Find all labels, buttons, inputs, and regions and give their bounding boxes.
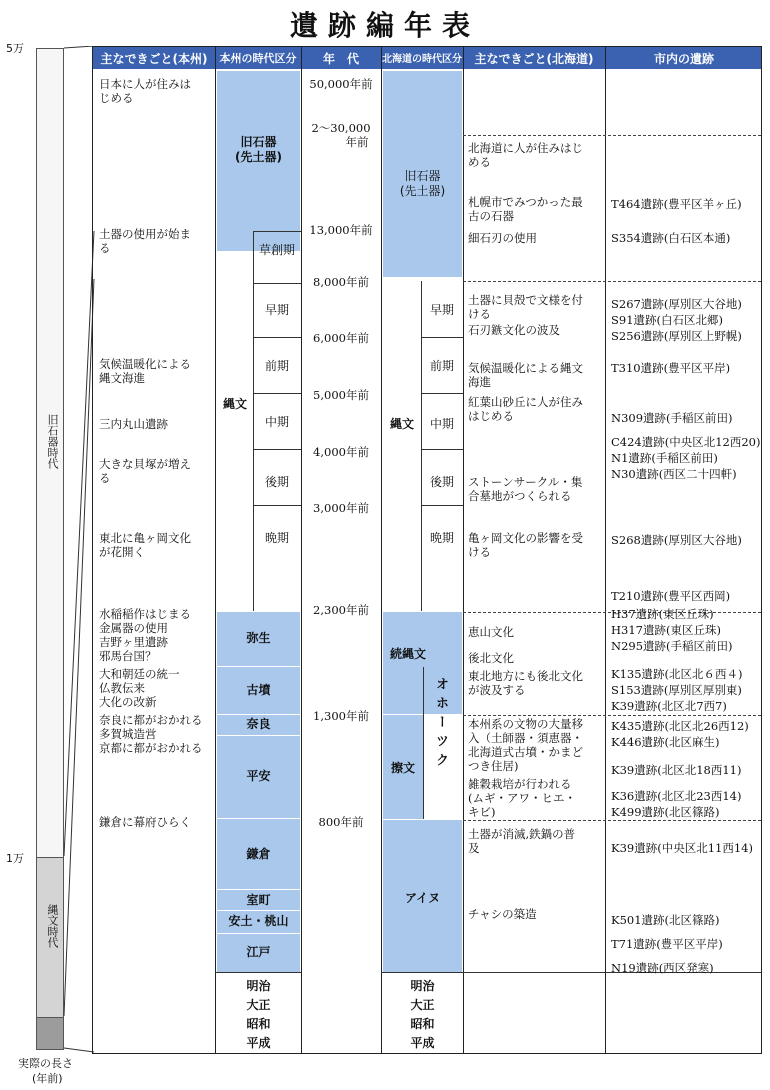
scale-bottom-unit: (年前) [32, 1072, 63, 1085]
header-honshu-events: 主なできごと(本州) [100, 52, 208, 66]
honshu-event: 水稲稲作はじまる 金属器の使用 吉野ヶ里遺跡 邪馬台国？ [99, 607, 191, 663]
chronology-table [92, 46, 762, 1054]
honshu-period-kamakura: 鎌倉 [246, 847, 271, 861]
honshu-line [253, 283, 301, 284]
site-entry: K39遺跡(北区北18西11) [611, 763, 742, 777]
honshu-event: 大和朝廷の統一 仏教伝来 大化の改新 [99, 667, 180, 709]
row-separator [463, 281, 761, 282]
site-entry: N19遺跡(西区発寒) [611, 961, 714, 975]
hokkaido-jomon-subdivider [421, 281, 422, 611]
hokkaido-event: 後北文化 [468, 651, 514, 665]
year-label: 13,000年前 [309, 223, 373, 237]
honshu-event: 三内丸山遺跡 [99, 417, 168, 431]
honshu-period-kofun: 古墳 [246, 683, 271, 697]
hokkaido-event: ストーンサークル・集 合墓地がつくられる [468, 475, 583, 503]
hokkaido-event: 石刃鏃文化の波及 [468, 323, 560, 337]
page-title: 遺跡編年表 [289, 9, 480, 42]
honshu-event: 鎌倉に幕府ひらく [99, 815, 191, 829]
site-entry: K135遺跡(北区北６西４) [611, 667, 743, 681]
site-entry: K446遺跡(北区麻生) [611, 735, 720, 749]
honshu-line [253, 505, 301, 506]
header-year: 年 代 [322, 52, 359, 66]
hokkaido-subperiod: 前期 [429, 359, 454, 373]
honshu-subperiod: 早期 [264, 303, 289, 317]
hokkaido-event: 東北地方にも後北文化 が波及する [468, 669, 583, 697]
site-entry: T310遺跡(豊平区平岸) [611, 361, 731, 375]
site-entry: K501遺跡(北区篠路) [611, 913, 720, 927]
honshu-line [253, 337, 301, 338]
site-entry: S153遺跡(厚別区厚別東) [611, 683, 742, 697]
year-label: 4,000年前 [313, 445, 369, 459]
site-entry: T71遺跡(豊平区平岸) [611, 937, 723, 951]
year-label: 1,300年前 [313, 709, 369, 723]
honshu-line [215, 972, 301, 973]
hokkaido-event: 恵山文化 [468, 625, 514, 639]
hokkaido-subperiod: 早期 [429, 303, 454, 317]
hokkaido-period-zoku: 続縄文 [389, 647, 426, 661]
honshu-event: 奈良に都がおかれる 多賀城造営 京都に都がおかれる [99, 713, 203, 755]
honshu-period-paleo: 旧石器 (先土器) [235, 135, 282, 164]
hokkaido-subperiod: 後期 [429, 475, 454, 489]
honshu-subperiod: 草創期 [258, 243, 295, 257]
col-divider-4 [463, 47, 464, 1053]
honshu-event: 土器の使用が始ま る [99, 227, 191, 255]
site-entry: N295遺跡(手稲区前田) [611, 639, 733, 653]
col-divider-1 [215, 47, 216, 1053]
site-entry: H317遺跡(東区丘珠) [611, 623, 721, 637]
col-divider-2 [301, 47, 302, 1053]
honshu-period-azuchi: 安土・桃山 [228, 914, 289, 928]
scale-jomon-label: 縄文時代 [46, 904, 59, 948]
hokkaido-period-paleo: 旧石器 (先土器) [399, 169, 446, 198]
hokkaido-event: 土器に貝殻で文様を付 ける [468, 293, 583, 321]
year-label: 6,000年前 [313, 331, 369, 345]
header-hokkaido-events: 主なできごと(北海道) [474, 52, 594, 66]
hokkaido-event: 雑穀栽培が行われる (ムギ・アワ・ヒエ・ キビ) [468, 777, 576, 819]
hokkaido-event: 紅葉山砂丘に人が住み はじめる [468, 395, 583, 423]
honshu-event: 日本に人が住みは じめる [99, 77, 191, 105]
header-sites: 市内の遺跡 [653, 52, 714, 66]
year-label: 年前 [345, 135, 369, 149]
site-entry: K499遺跡(北区篠路) [611, 805, 720, 819]
year-label: 2～30,000 [311, 121, 371, 135]
honshu-subperiod: 晩期 [264, 531, 289, 545]
hokkaido-event: 亀ヶ岡文化の影響を受 ける [468, 531, 583, 559]
hokkaido-line [381, 972, 463, 973]
hokkaido-event: 土器が消滅,鉄鍋の普 及 [468, 827, 576, 855]
col-divider-5 [605, 47, 606, 1053]
honshu-period-heian: 平安 [246, 769, 271, 783]
honshu-event: 気候温暖化による 縄文海進 [99, 357, 191, 385]
honshu-period-nara: 奈良 [246, 717, 271, 731]
hokkaido-event: 気候温暖化による縄文 海進 [468, 361, 583, 389]
hokkaido-period-ainu: アイヌ [405, 891, 440, 905]
honshu-event: 東北に亀ヶ岡文化 が花開く [99, 531, 191, 559]
honshu-event: 大きな貝塚が増え る [99, 457, 191, 485]
hokkaido-line [421, 505, 463, 506]
honshu-line [253, 231, 301, 232]
hokkaido-period-okhotsk: オホーツク [433, 677, 448, 772]
site-entry: T210遺跡(豊平区西岡) [611, 589, 731, 603]
year-label: 2,300年前 [313, 603, 369, 617]
honshu-line [253, 449, 301, 450]
honshu-subperiod: 中期 [264, 415, 289, 429]
honshu-modern-periods: 明治 大正 昭和 平成 [246, 979, 271, 1050]
year-label: 8,000年前 [313, 275, 369, 289]
honshu-period-jomon: 縄文 [222, 397, 247, 411]
hokkaido-line [421, 393, 463, 394]
col-divider-3 [381, 47, 382, 1053]
site-entry: S354遺跡(白石区本通) [611, 231, 731, 245]
site-entry: K36遺跡(北区北23西14) [611, 789, 742, 803]
site-entry: S256遺跡(厚別区上野幌) [611, 329, 742, 343]
header-honshu-period: 本州の時代区分 [219, 52, 297, 65]
scale-mid-label: 1万 [6, 852, 24, 865]
hokkaido-subperiod: 晩期 [429, 531, 454, 545]
site-entry: K39遺跡(中央区北11西14) [611, 841, 753, 855]
hokkaido-event: 北海道に人が住みはじ める [468, 141, 583, 169]
site-entry: H37遺跡(東区丘珠) [611, 607, 714, 621]
hokkaido-subperiod: 中期 [429, 417, 454, 431]
scale-bottom-label: 実際の長さ [18, 1057, 73, 1070]
hokkaido-period-satsumon: 擦文 [390, 761, 415, 775]
site-entry: K435遺跡(北区北26西12) [611, 719, 749, 733]
scale-connector-lines [60, 46, 96, 1056]
year-label: 3,000年前 [313, 501, 369, 515]
site-entry: K39遺跡(北区北7西7) [611, 699, 727, 713]
honshu-subperiod: 後期 [264, 475, 289, 489]
site-entry: N1遺跡(手稲区前田) [611, 451, 718, 465]
site-entry: N30遺跡(西区二十四軒) [611, 467, 737, 481]
row-separator [463, 820, 761, 821]
site-entry: C424遺跡(中央区北12西20) [611, 435, 761, 449]
honshu-period-muromachi: 室町 [246, 893, 271, 907]
site-entry: S267遺跡(厚別区大谷地) [611, 297, 742, 311]
hokkaido-event: チャシの築造 [468, 907, 537, 921]
row-separator [463, 715, 761, 716]
hokkaido-line [421, 337, 463, 338]
honshu-period-edo: 江戸 [246, 945, 271, 959]
scale-top-label: 5万 [6, 42, 24, 55]
year-label: 5,000年前 [313, 388, 369, 402]
hokkaido-period-jomon: 縄文 [389, 417, 414, 431]
okhotsk-divider [423, 667, 424, 819]
honshu-subperiod: 前期 [264, 359, 289, 373]
year-label: 50,000年前 [309, 77, 373, 91]
honshu-period-yayoi: 弥生 [246, 631, 271, 645]
row-separator [463, 135, 761, 136]
year-label: 800年前 [318, 815, 364, 829]
hokkaido-event: 本州系の文物の大量移 入（土師器・須恵器・ 北海道式古墳・かまど つき住居) [468, 717, 583, 773]
site-entry: S91遺跡(白石区北郷) [611, 313, 723, 327]
hokkaido-event: 細石刃の使用 [468, 231, 537, 245]
site-entry: T464遺跡(豊平区羊ヶ丘) [611, 197, 742, 211]
site-entry: S268遺跡(厚別区大谷地) [611, 533, 742, 547]
header-hokkaido-period: 北海道の時代区分 [382, 54, 462, 65]
honshu-line [253, 393, 301, 394]
site-entry: N309遺跡(手稲区前田) [611, 411, 733, 425]
hokkaido-line [421, 449, 463, 450]
scale-paleolithic-label: 旧石器時代 [46, 414, 59, 469]
hokkaido-modern-periods: 明治 大正 昭和 平成 [410, 979, 435, 1050]
hokkaido-event: 札幌市でみつかった最 古の石器 [468, 195, 583, 223]
